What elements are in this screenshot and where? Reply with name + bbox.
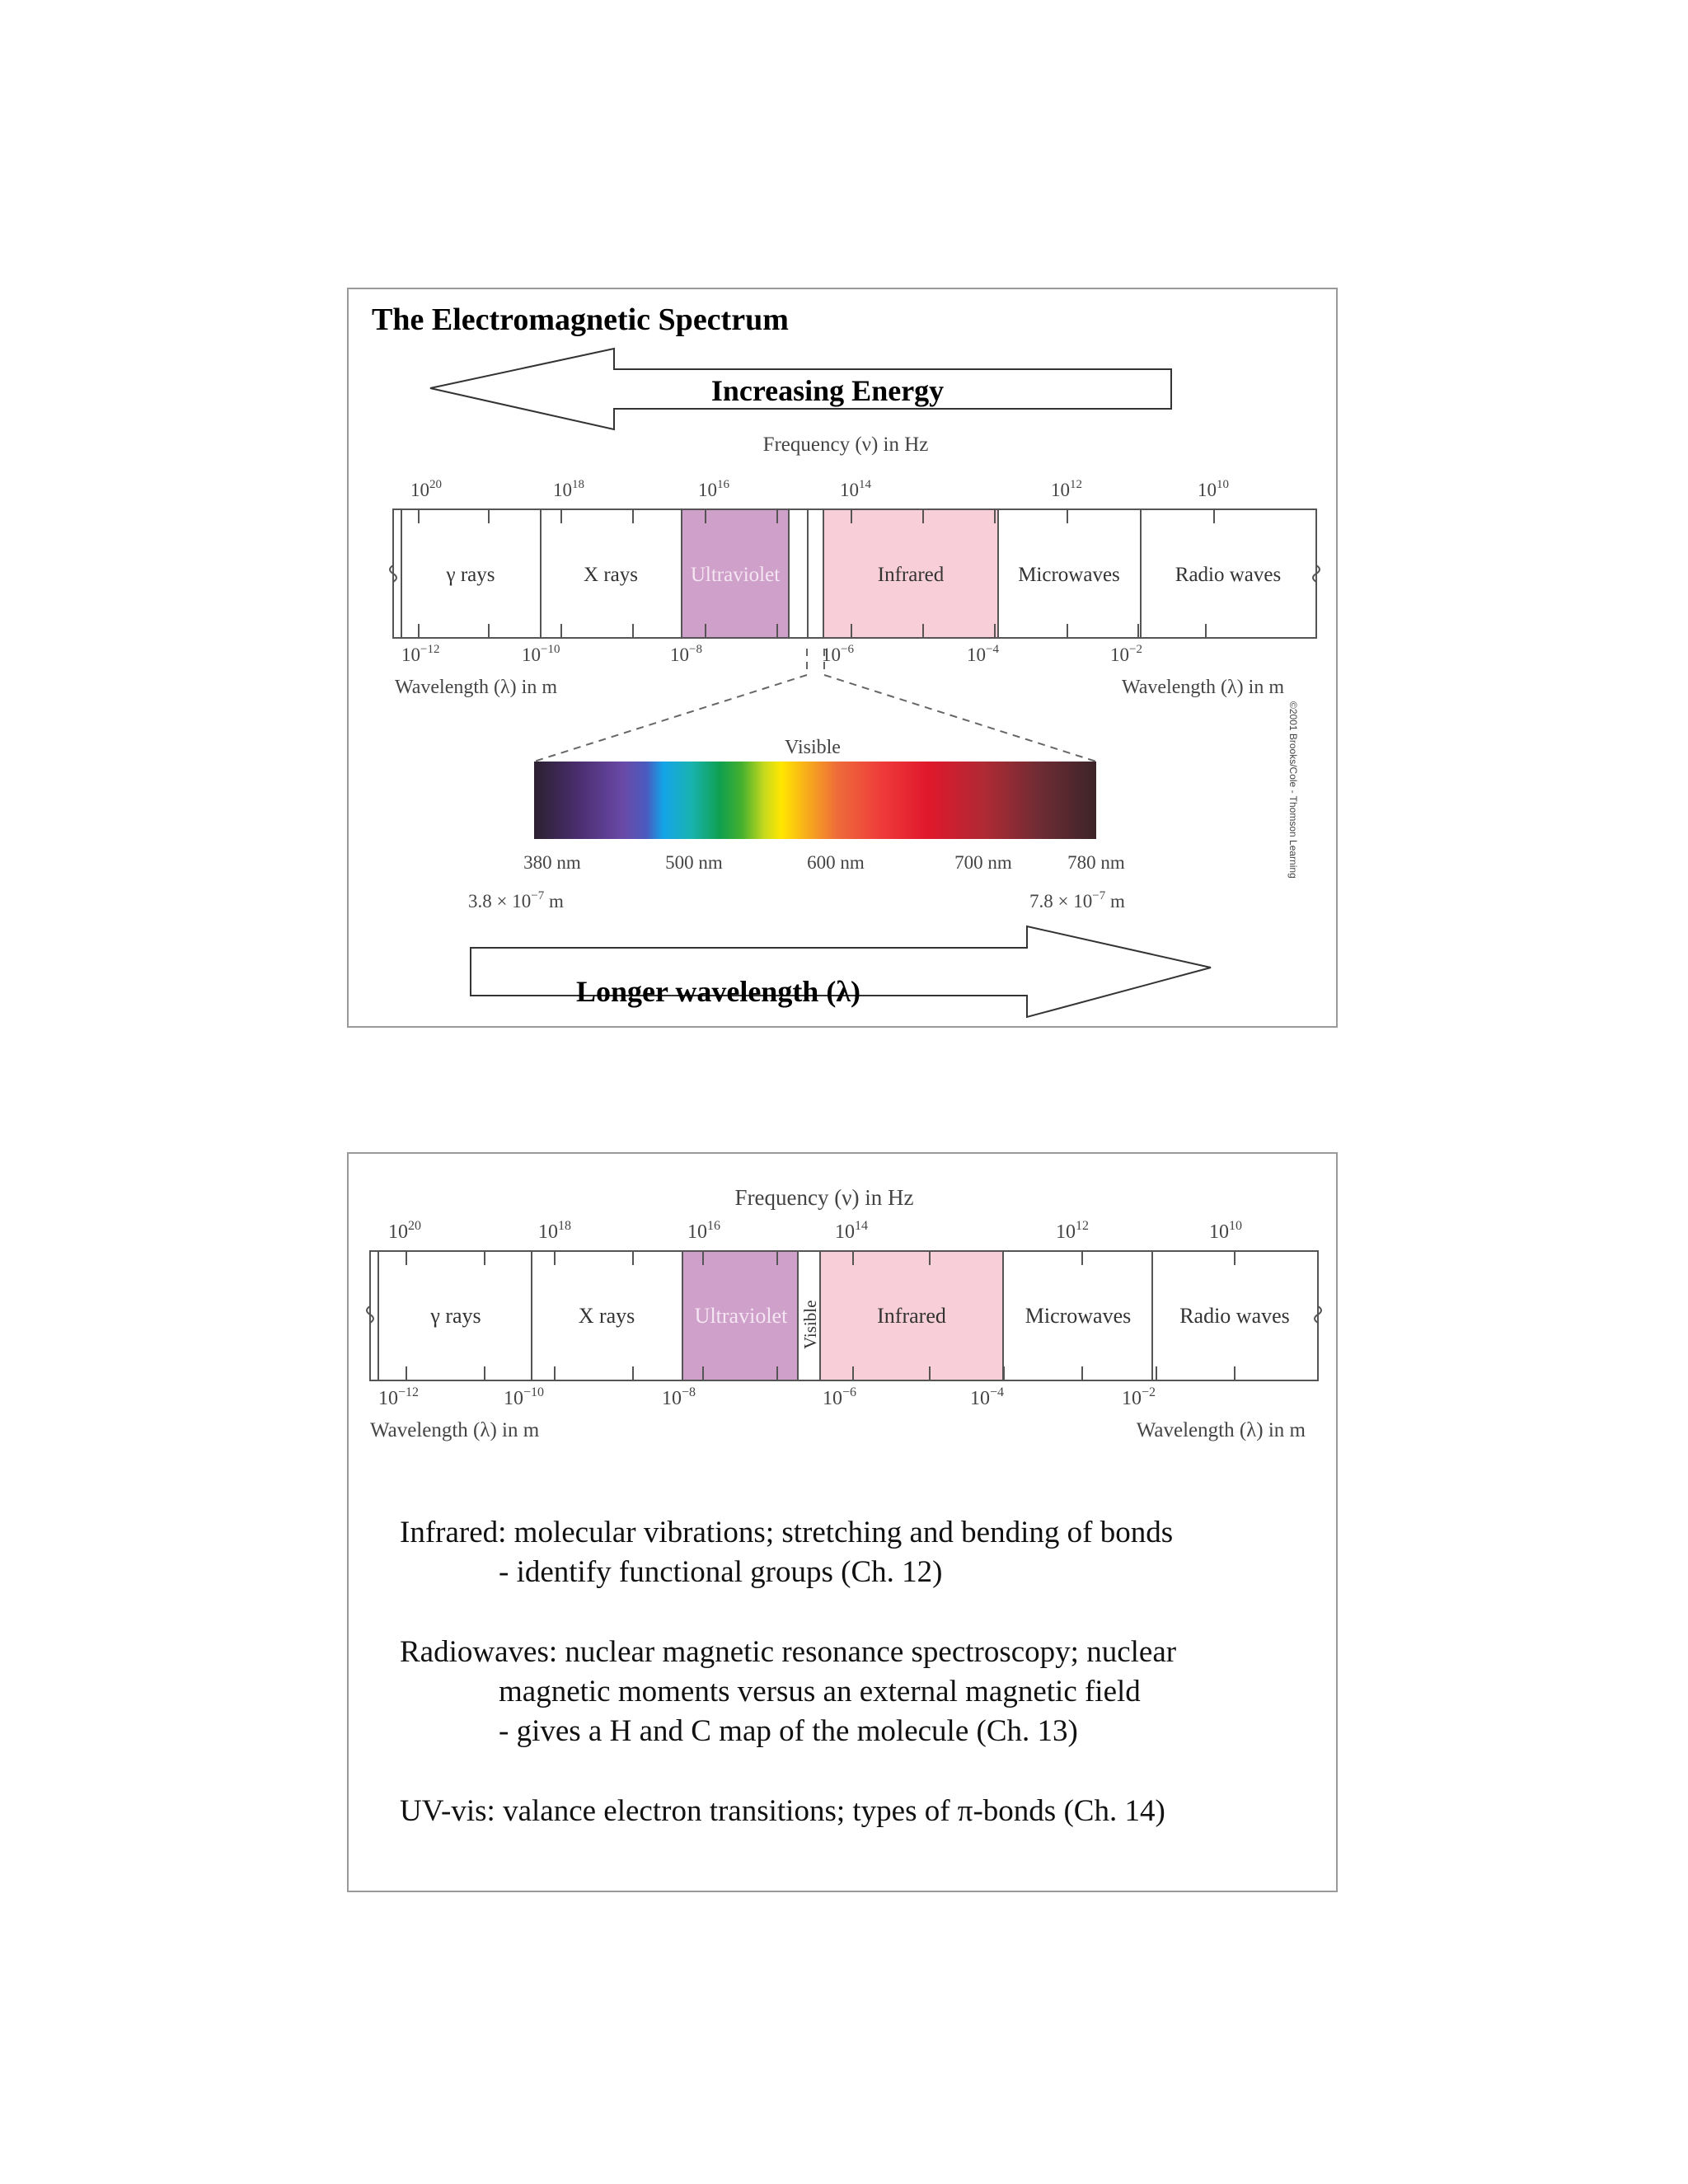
gamma-rays-label: γ rays xyxy=(430,1304,481,1328)
freq-tick-label: $10^{14}$ xyxy=(840,478,871,500)
longer-wavelength-label: Longer wavelength (λ) xyxy=(576,975,860,1008)
wave-tick-label: $10^{-6}$ xyxy=(823,1385,857,1409)
freq-tick-label: $10^{14}$ xyxy=(835,1219,868,1243)
radio-line-2: magnetic moments versus an external magnetic field xyxy=(499,1675,1141,1708)
gamma-rays-label: γ rays xyxy=(446,564,495,586)
wave-tick-label: $10^{-10}$ xyxy=(504,1385,545,1409)
freq-tick-label: $10^{12}$ xyxy=(1056,1219,1089,1243)
freq-tick-label: $10^{12}$ xyxy=(1051,478,1082,500)
infrared-line-2: - identify functional groups (Ch. 12) xyxy=(499,1555,943,1589)
wave-tick-label: $10^{-6}$ xyxy=(822,643,854,665)
frequency-axis-label: Frequency (ν) in Hz xyxy=(762,434,929,456)
microwaves-label: Microwaves xyxy=(1025,1304,1132,1328)
freq-tick-label: $10^{20}$ xyxy=(410,478,442,500)
wavelength-axis-label-left: Wavelength (λ) in m xyxy=(395,677,557,698)
x-rays-label: X rays xyxy=(584,564,638,586)
wave-tick-label: $10^{-8}$ xyxy=(662,1385,696,1409)
freq-tick-label: $10^{18}$ xyxy=(538,1219,571,1243)
freq-tick-label: $10^{20}$ xyxy=(388,1219,421,1243)
spectrum-figure-1 xyxy=(349,289,1339,1029)
nm-tick-label: 780 nm xyxy=(1067,852,1125,873)
radio-line-1: Radiowaves: nuclear magnetic resonance spectroscopy; nuclear xyxy=(400,1635,1177,1669)
infrared-description xyxy=(400,1513,1173,1592)
spectrum-bar xyxy=(390,509,1320,638)
wave-tick-label: $10^{-12}$ xyxy=(378,1385,420,1409)
freq-tick-label: $10^{18}$ xyxy=(553,478,584,500)
freq-tick-label: $10^{16}$ xyxy=(687,1219,720,1243)
right-meter-value: $7.8 \times 10^{-7}$ m xyxy=(1029,889,1125,912)
radio-waves-label: Radio waves xyxy=(1175,564,1282,586)
slide-title: The Electromagnetic Spectrum xyxy=(372,302,789,337)
nm-tick-label: 700 nm xyxy=(954,852,1012,873)
uvvis-line-1: UV-vis: valance electron transitions; types of π-bonds (Ch. 14) xyxy=(400,1794,1165,1828)
visible-label: Visible xyxy=(785,737,841,758)
wave-tick-label: $10^{-10}$ xyxy=(522,643,560,665)
increasing-energy-label: Increasing Energy xyxy=(710,374,945,407)
radio-line-3: - gives a H and C map of the molecule (Ch. 13) xyxy=(499,1714,1078,1748)
slide-electromagnetic-spectrum xyxy=(347,288,1338,1028)
spectrum-bar xyxy=(367,1251,1321,1380)
wave-tick-label: $10^{-4}$ xyxy=(967,643,999,665)
visible-region-label: Visible xyxy=(800,1300,820,1349)
infrared-label: Infrared xyxy=(877,1304,946,1328)
wave-tick-label: $10^{-8}$ xyxy=(670,643,702,665)
infrared-line-1: Infrared: molecular vibrations; stretching and bending of bonds xyxy=(400,1516,1174,1549)
radio-waves-label: Radio waves xyxy=(1179,1304,1290,1328)
wavelength-axis-label-right: Wavelength (λ) in m xyxy=(1122,677,1284,698)
microwaves-label: Microwaves xyxy=(1018,564,1120,586)
copyright-notice: ©2001 Brooks/Cole - Thomson Learning xyxy=(1287,701,1299,879)
ultraviolet-label: Ultraviolet xyxy=(690,564,781,586)
freq-tick-label: $10^{10}$ xyxy=(1209,1219,1242,1243)
nm-tick-label: 600 nm xyxy=(807,852,865,873)
infrared-label: Infrared xyxy=(877,564,945,586)
uvvis-description xyxy=(400,1792,1165,1831)
x-rays-label: X rays xyxy=(578,1304,635,1328)
wavelength-axis-label-right: Wavelength (λ) in m xyxy=(1136,1419,1306,1441)
wave-tick-label: $10^{-2}$ xyxy=(1110,643,1142,665)
nm-tick-label: 500 nm xyxy=(665,852,723,873)
frequency-axis-label: Frequency (ν) in Hz xyxy=(734,1185,914,1210)
left-meter-value: $3.8 \times 10^{-7}$ m xyxy=(468,889,564,912)
nm-tick-label: 380 nm xyxy=(523,852,581,873)
wave-tick-label: $10^{-12}$ xyxy=(401,643,440,665)
wave-tick-label: $10^{-4}$ xyxy=(970,1385,1005,1409)
wavelength-axis-label-left: Wavelength (λ) in m xyxy=(370,1419,540,1441)
radiowaves-description xyxy=(400,1633,1176,1751)
freq-tick-label: $10^{16}$ xyxy=(698,478,729,500)
slide-spectroscopy-uses xyxy=(347,1152,1338,1892)
ultraviolet-label: Ultraviolet xyxy=(694,1304,788,1328)
visible-spectrum-gradient xyxy=(534,762,1096,839)
wave-tick-label: $10^{-2}$ xyxy=(1122,1385,1156,1409)
freq-tick-label: $10^{10}$ xyxy=(1198,478,1229,500)
